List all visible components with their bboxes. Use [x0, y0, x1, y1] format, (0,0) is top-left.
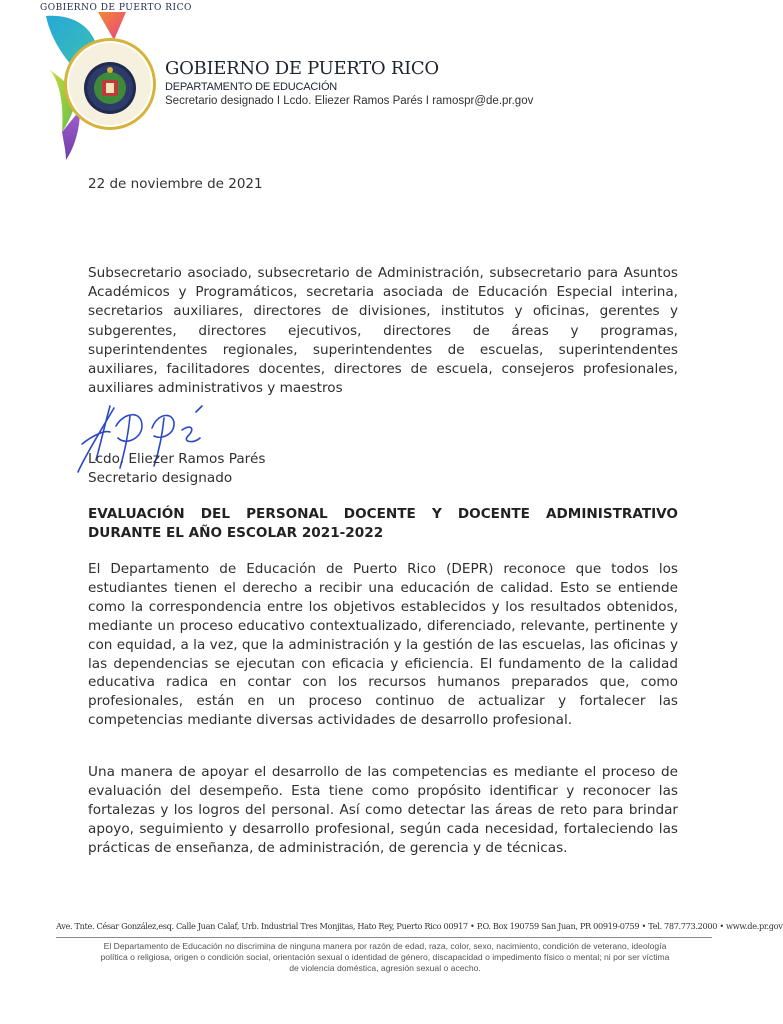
- signer-name: Lcdo. Eliezer Ramos Parés: [88, 451, 266, 467]
- signer-title: Secretario designado: [88, 470, 233, 486]
- body-paragraph-2: Una manera de apoyar el desarrollo de las competencias es mediante el proceso de evaluación del desempeño. Esta tiene como propósito identificar y reconocer las fortalezas y los logros del personal. Así como detectar las áreas de reto para brindar apoyo, seguimiento y desarrollo profesional, según cada necesidad, fortaleciendo las prácticas de enseñanza, de administración, de gerencia y de técnicas.: [88, 764, 678, 856]
- secretary-contact-line: Secretario designado I Lcdo. Eliezer Ramos Parés I ramospr@de.pr.gov: [165, 95, 534, 107]
- government-name: GOBIERNO DE PUERTO RICO: [165, 58, 439, 79]
- footer-disclaimer: El Departamento de Educación no discrimina de ninguna manera por razón de edad, raza, color, sexo, nacimiento, condición de veterano, ideología política o religiosa, origen o condición social, orientación sexual o identidad de género, discapacidad o impedimento físico o mental; ni por ser víctima de violencia doméstica, agresión sexual o acecho.: [100, 941, 670, 973]
- footer-address: Ave. Tnte. César González,esq. Calle Juan Calaf, Urb. Industrial Tres Monjitas, Hato Rey, Puerto Rico 00917 • P.O. Box 190759 San Juan, PR 00919-0759 • Tel. 787.773.2000 • www.de.pr.gov: [56, 921, 783, 931]
- letterhead: [165, 58, 533, 108]
- letter-date: 22 de noviembre de 2021: [88, 176, 263, 192]
- government-seal-logo: [40, 3, 192, 160]
- footer-divider: [56, 937, 712, 938]
- department-name: DEPARTAMENTO DE EDUCACIÓN: [165, 81, 338, 93]
- signer-block: [88, 450, 265, 488]
- svg-text:GOBIERNO DE PUERTO RICO: GOBIERNO DE PUERTO RICO: [40, 3, 192, 13]
- recipients-list: Subsecretario asociado, subsecretario de Administración, subsecretario para Asuntos Académicos y Programáticos, secretaria asociada de Educación Especial interina, secretarios auxiliares, directores de divisiones, institutos y oficinas, gerentes y subgerentes, directores ejecutivos, directores de áreas y programas, superintendentes regionales, superintendentes de escuelas, superintendentes auxiliares, facilitadores docentes, directores de escuela, consejeros profesionales, auxiliares administrativos y maestros: [88, 265, 678, 397]
- subject-heading: EVALUACIÓN DEL PERSONAL DOCENTE Y DOCENTE ADMINISTRATIVO DURANTE EL AÑO ESCOLAR 2021-2022: [88, 506, 678, 541]
- body-paragraph-1: El Departamento de Educación de Puerto Rico (DEPR) reconoce que todos los estudiantes tienen el derecho a recibir una educación de calidad. Esto se entiende como la correspondencia entre los objetivos establecidos y los resultados obtenidos, mediante un proceso educativo contextualizado, diferenciado, relevante, pertinente y con equidad, a la vez, que la administración y la gestión de las escuelas, las oficinas y las dependencias se ejecutan con eficacia y eficiencia. El fundamento de la calidad educativa radica en contar con los recursos humanos preparados que, como profesionales, están en un proceso continuo de actualizar y fortalecer las competencias mediante diversas actividades de desarrollo profesional.: [88, 561, 678, 729]
